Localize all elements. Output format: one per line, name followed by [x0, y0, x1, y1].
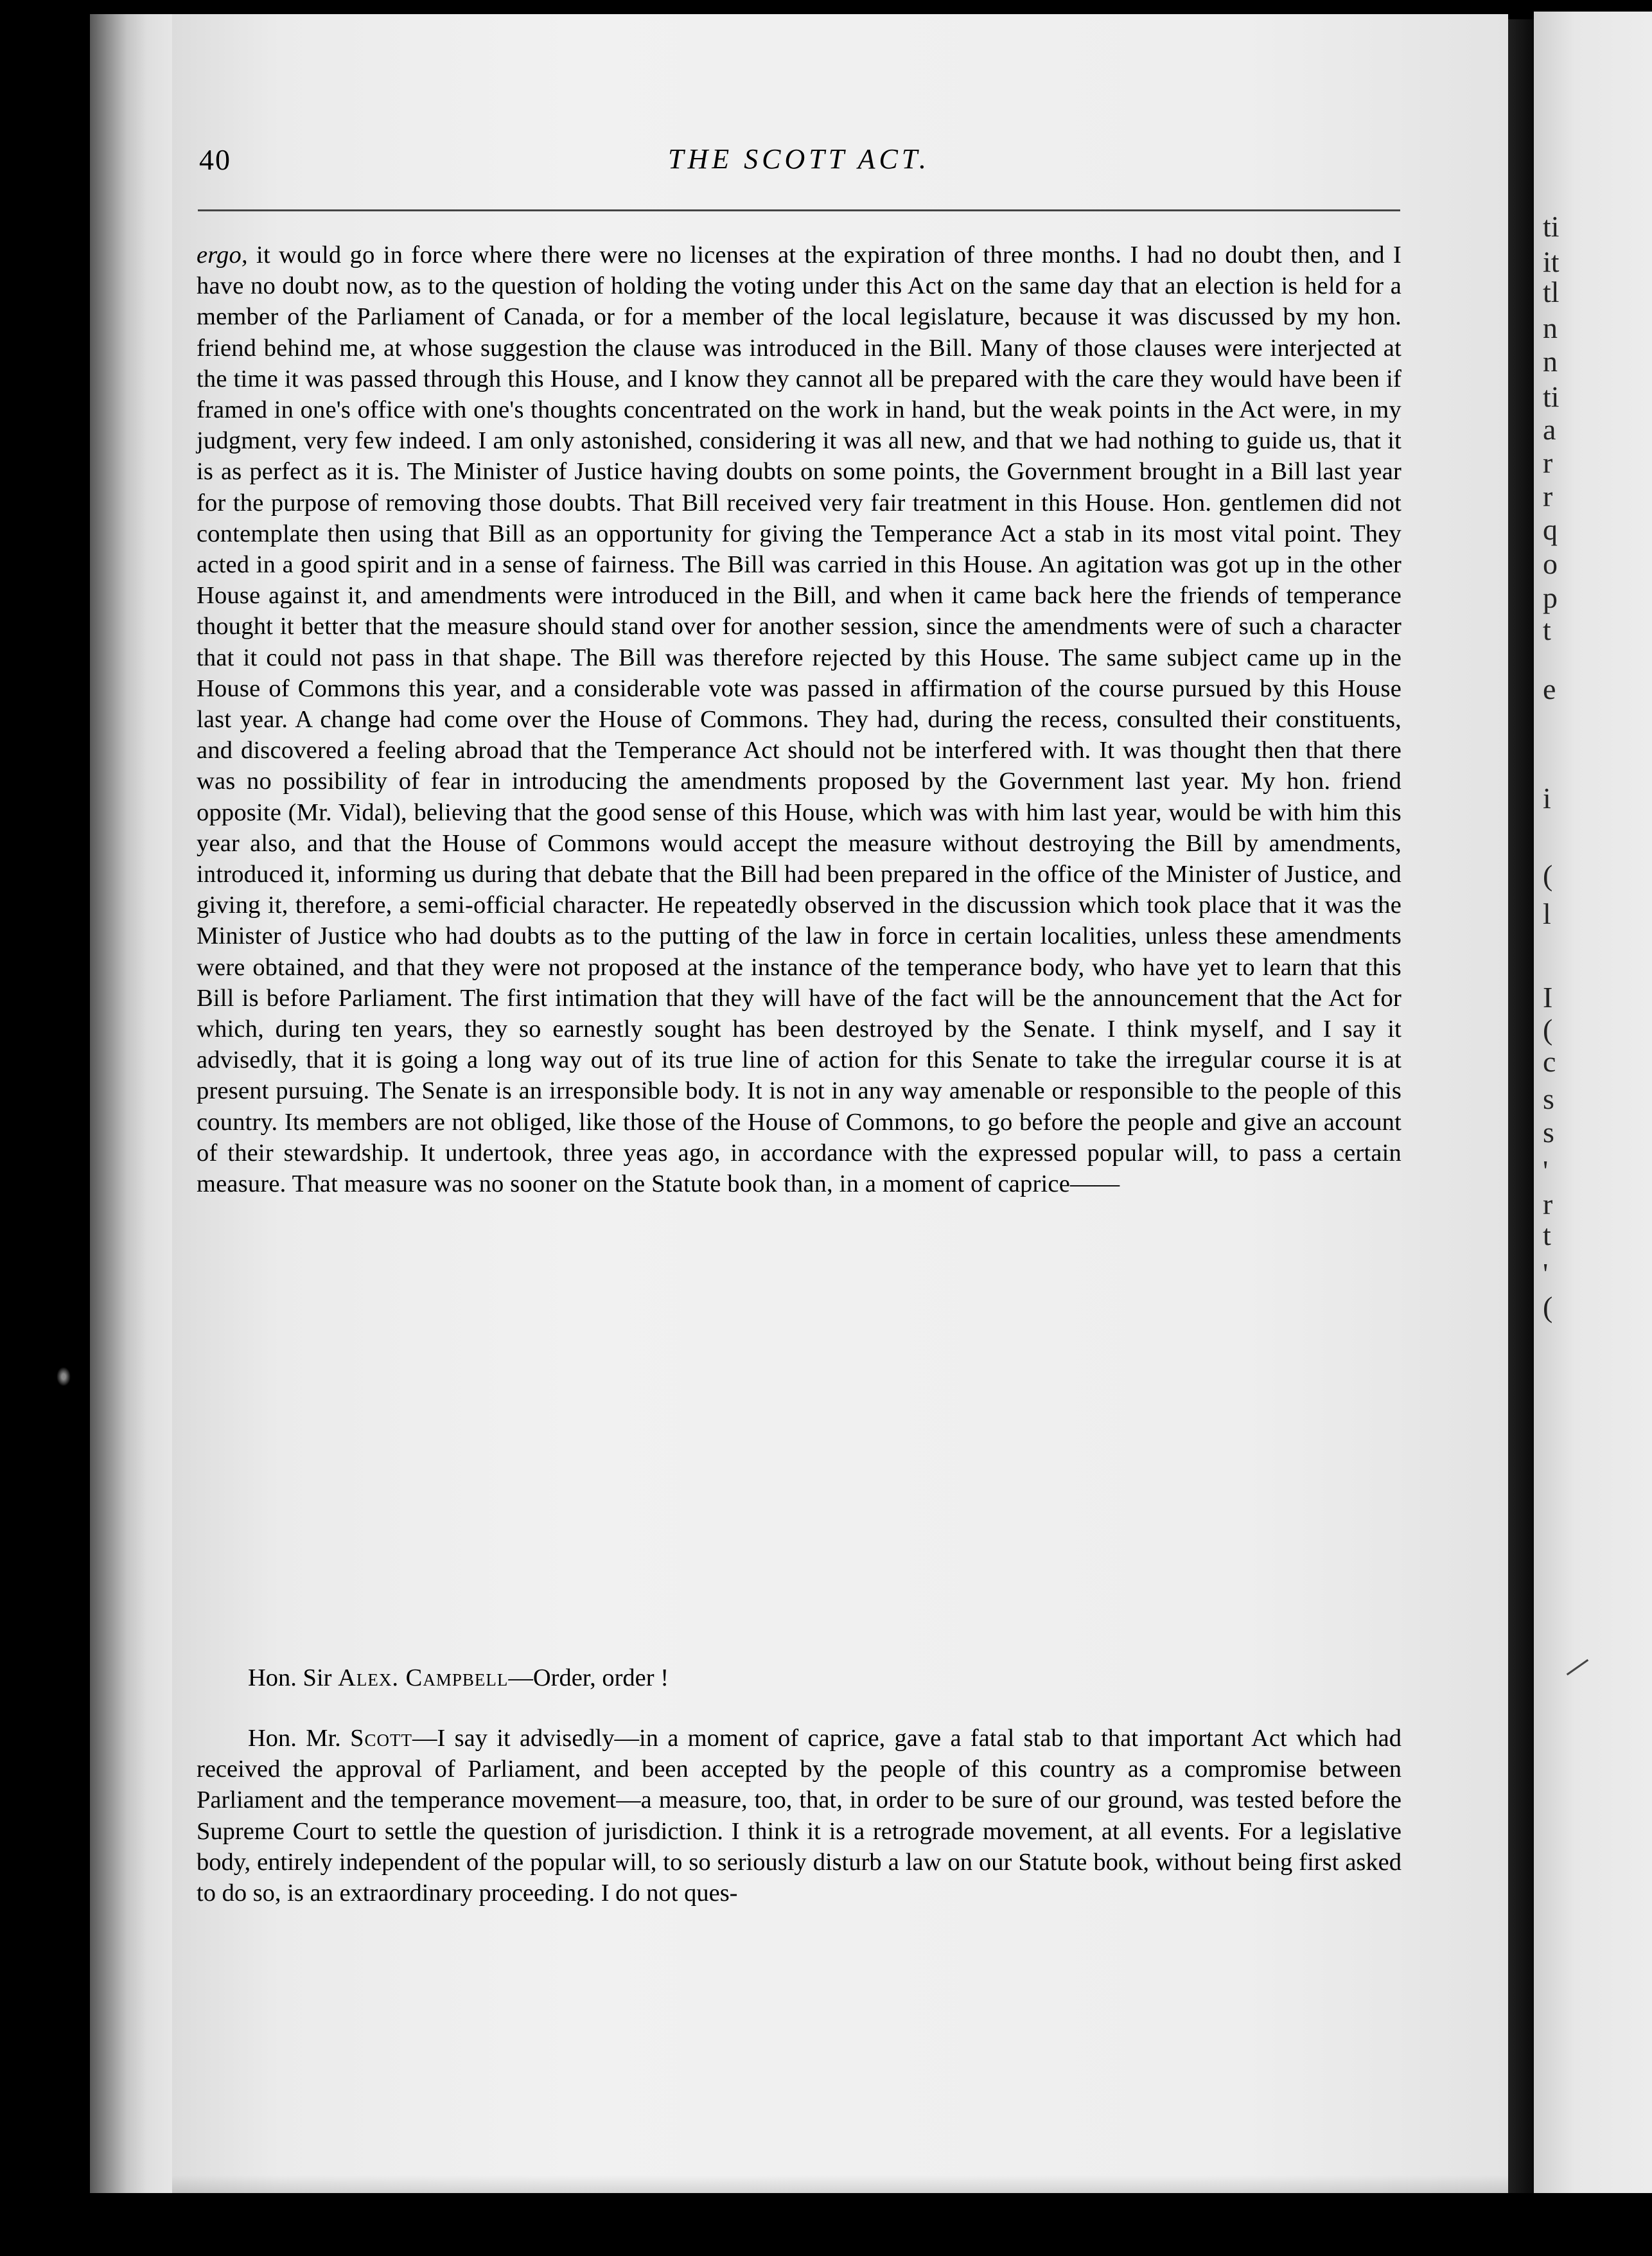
- paragraph-lead-word: ergo,: [197, 242, 248, 269]
- facing-page-fragment: I: [1543, 981, 1553, 1014]
- paragraph: [197, 240, 1402, 1199]
- facing-page-fragment: ': [1543, 1257, 1549, 1290]
- interjection-line: [248, 1664, 669, 1692]
- header-rule: [198, 209, 1400, 211]
- facing-page-fragment: i: [1543, 782, 1551, 815]
- facing-page-fragment: (: [1543, 1291, 1553, 1323]
- facing-page-fragment: r: [1543, 480, 1553, 513]
- facing-page-fragment: a: [1543, 413, 1556, 446]
- facing-page-fragment: o: [1543, 547, 1558, 580]
- facing-page-fragment: tl: [1543, 276, 1560, 308]
- interjection-text: —Order, order !: [508, 1664, 669, 1691]
- page-bottom-shadow: [172, 2175, 1508, 2193]
- facing-page-fragment: l: [1543, 897, 1551, 930]
- facing-page-fragment: (: [1543, 1013, 1553, 1046]
- book-gutter: [1508, 19, 1534, 2193]
- facing-page-fragment: p: [1543, 581, 1558, 614]
- facing-page-edge: [1534, 12, 1652, 2193]
- facing-page-fragment: t: [1543, 613, 1551, 646]
- speech-prefix: Hon. Mr.: [248, 1725, 351, 1752]
- interjection-speaker: Alex. Campbell: [338, 1664, 509, 1691]
- facing-page-fragment: t: [1543, 1219, 1551, 1251]
- facing-page-fragment: ti: [1543, 380, 1560, 413]
- facing-page-fragment: it: [1543, 245, 1560, 278]
- body-text: [197, 240, 1402, 1199]
- running-title: THE SCOTT ACT.: [667, 143, 931, 175]
- paper-speck: [57, 1367, 71, 1386]
- facing-page-fragment: c: [1543, 1045, 1556, 1078]
- facing-page-fragment: (: [1543, 859, 1553, 892]
- interjection-prefix: Hon. Sir: [248, 1664, 338, 1691]
- facing-page-fragment: s: [1543, 1116, 1554, 1149]
- facing-page-fragment: n: [1543, 312, 1558, 344]
- speech-text: —I say it advisedly—in a moment of caprice, gave a fatal stab to that important Act which had received the approval of Parliament, and been accepted by the people of this country as a compromise between Parliament and the temperance movement—a measure, too, that, in order to be sure of our ground, was tested before the Supreme Court to settle the question of jurisdiction. I think it is a retrograde movement, at all events. For a legislative body, entirely independent of the popular will, to so seriously disturb a law on our Statute book, without being first asked to do so, is an extraordinary proceeding. I do not ques-: [197, 1725, 1402, 1907]
- facing-page-fragment: ti: [1543, 210, 1560, 243]
- speech-paragraph: [197, 1723, 1402, 1908]
- speech-speaker: Scott: [350, 1725, 412, 1752]
- page-number: 40: [199, 143, 231, 176]
- page-header: [199, 143, 1399, 188]
- facing-page-fragment: n: [1543, 345, 1558, 378]
- facing-page-fragment: ': [1543, 1154, 1549, 1187]
- facing-page-fragment: s: [1543, 1082, 1554, 1115]
- facing-page-fragment: e: [1543, 673, 1556, 705]
- page-stack-edge: [90, 14, 172, 2193]
- facing-page-fragment: r: [1543, 1188, 1553, 1221]
- facing-page-fragment: r: [1543, 446, 1553, 479]
- paragraph-text: it would go in force where there were no licenses at the expiration of three months. I had no doubt then, and I have no doubt now, as to the question of holding the voting under this Act on the same day that an election is held for a member of the Parliament of Canada, or for a member of the local legislature, because it was discussed by my hon. friend behind me, at whose suggestion the clause was introduced in the Bill. Many of those clauses were interjected at the time it was passed through this House, and I know they cannot all be prepared with the care they would have been if framed in one's office with one's thoughts concentrated on the work in hand, but the weak points in the Act were, in my judgment, very few indeed. I am only astonished, considering it was all new, and that we had nothing to guide us, that it is as perfect as it is. The Minister of Justice having doubts on some points, the Government brought in a Bill last year for the purpose of removing those doubts. That Bill received very fair treatment in this House. Hon. gentlemen did not contemplate then using that Bill as an opportunity for giving the Temperance Act a stab in its most vital point. They acted in a good spirit and in a sense of fairness. The Bill was carried in this House. An agitation was got up in the other House against it, and amendments were introduced in the Bill, and when it came back here the friends of temperance thought it better that the measure should stand over for another session, since the amendments were of such a character that it could not pass in that shape. The Bill was therefore rejected by this House. The same subject came up in the House of Commons this year, and a considerable vote was passed in affirmation of the course pursued by this House last year. A change had come over the House of Commons. They had, during the recess, consulted their constituents, and discovered a feeling abroad that the Temperance Act should not be interfered with. It was thought then that there was no possibility of fear in introducing the amendments proposed by the Government last year. My hon. friend opposite (Mr. Vidal), believing that the good sense of this House, which was with him last year, would be with him this year also, and that the House of Commons would accept the measure without destroying the Bill by amendments, introduced it, informing us during that debate that the Bill had been prepared in the office of the Minister of Justice, and giving it, therefore, a semi-official character. He repeatedly observed in the discussion which took place that it was the Minister of Justice who had doubts as to the putting of the law in force in certain localities, unless these amendments were obtained, and that they were not proposed at the instance of the temperance body, who have yet to learn that this Bill is before Parliament. The first intimation that they will have of the fact will be the announcement that the Act for which, during ten years, they so earnestly sought has been destroyed by the Senate. I think myself, and I say it advisedly, that it is going a long way out of its true line of action for this Senate to take the irregular course it is at present pursuing. The Senate is an irresponsible body. It is not in any way amenable or responsible to the people of this country. Its members are not obliged, like those of the House of Commons, to go before the people and give an account of their stewardship. It undertook, three yeas ago, in accordance with the expressed popular will, to pass a certain measure. That measure was no sooner on the Statute book than, in a moment of caprice——: [197, 242, 1402, 1198]
- facing-page-fragment: q: [1543, 513, 1558, 546]
